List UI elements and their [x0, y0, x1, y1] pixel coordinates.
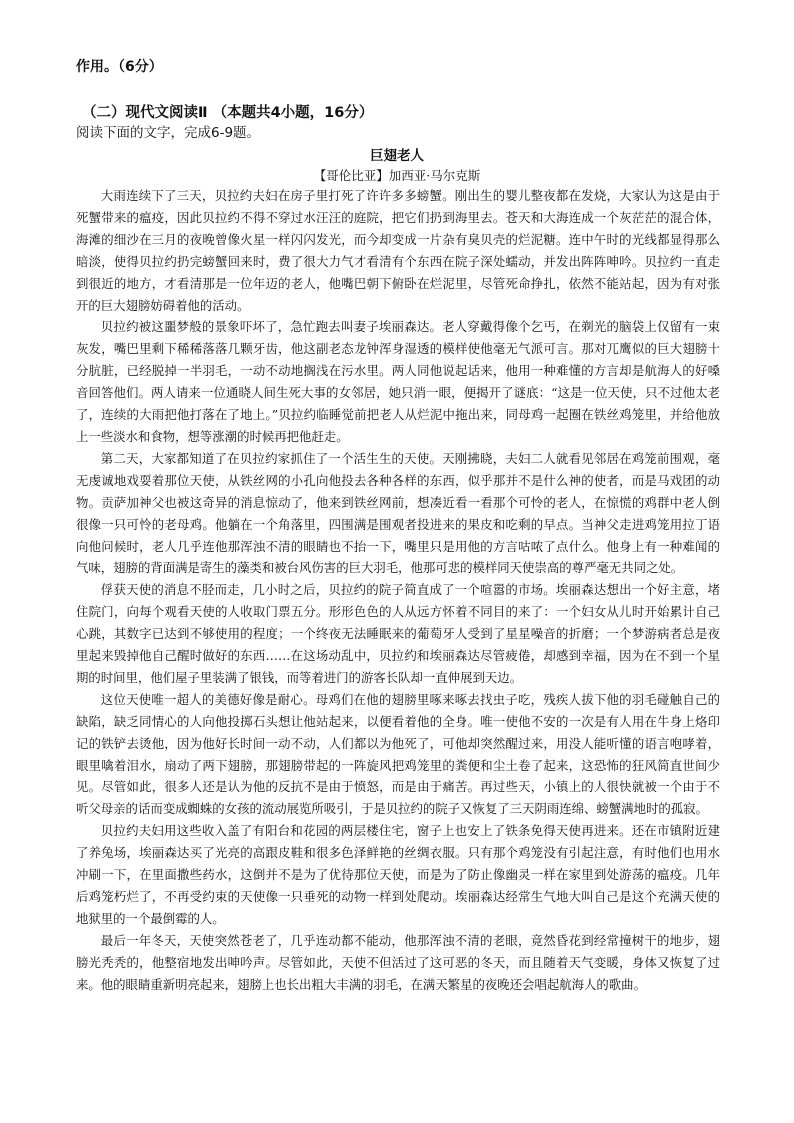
paragraph: 这位天使唯一超人的美德好像是耐心。母鸡们在他的翅膀里啄来啄去找虫子吃，残疾人拔下他的羽毛碰触自己的缺陷，缺乏同情心的人向他投掷石头想让他站起来，以便看着他的全身。唯一使他不安的一次是有人用在牛身上烙印记的铁铲去烫他，因为他好长时间一动不动，人们都以为他死了，可他却突然醒过来，用没人能听懂的语言咆哮着，眼里噙着泪水，扇动了两下翅膀，那翅膀带起的一阵旋风把鸡笼里的粪便和尘土卷了起来，这恐怖的狂风简直世间少见。尽管如此，很多人还是认为他的反抗不是由于愤怒，而是由于痛苦。再过些天，小镇上的人很快就被一个由于不听父母亲的话而变成蜘蛛的女孩的流动展览所吸引，于是贝拉约的院子又恢复了三天阴雨连绵、螃蟹满地时的孤寂。 [76, 691, 720, 817]
article-body [76, 185, 720, 996]
paragraph: 贝拉约夫妇用这些收入盖了有阳台和花园的两层楼住宅，窗子上也安上了铁条免得天使再进来。还在市镇附近建了养兔场，埃丽森达买了光亮的高跟皮鞋和很多色泽鲜艳的丝绸衣服。只有那个鸡笼没有引起注意，有时他们也用水冲刷一下，在里面撒些药水，这倒并不是为了优待那位天使，而是为了防止像幽灵一样在家里到处游荡的瘟疫。几年后鸡笼朽烂了，不再受约束的天使像一只垂死的动物一样到处爬动。埃丽森达经常生气地大叫自己是这个充满天使的地狱里的一个最倒霉的人。 [76, 823, 720, 926]
previous-question-ending: 作用。（6分） [76, 59, 163, 75]
reading-instruction: 阅读下面的文字，完成6-9题。 [76, 125, 261, 141]
paragraph: 第二天，大家都知道了在贝拉约家抓住了一个活生生的天使。天刚拂晓，夫妇二人就看见邻居在鸡笼前围观，毫无虔诚地戏耍着那位天使，从铁丝网的小孔向他投去各种各样的东西，似乎那并不是什么神的使者，而是马戏团的动物。贡萨加神父也被这奇异的消息惊动了，他来到铁丝网前，想凑近看一看那个可怜的老人，在惊慌的鸡群中老人倒很像一只可怜的老母鸡。他躺在一个角落里，四围满是围观者投进来的果皮和吃剩的早点。当神父走进鸡笼用拉丁语向他问候时，老人几乎连他那浑浊不清的眼睛也不抬一下，嘴里只是用他的方言咕哝了点什么。他身上有一种难闻的气味，翅膀的背面满是寄生的藻类和被台风伤害的巨大羽毛，他那可悲的模样同天使崇高的尊严毫无共同之处。 [76, 450, 720, 576]
paragraph: 俘获天使的消息不胫而走，几小时之后，贝拉约的院子简直成了一个喧嚣的市场。埃丽森达想出一个好主意，堵住院门，向每个观看天使的人收取门票五分。形形色色的人从远方怀着不同目的来了：一个妇女从儿时开始累计自己心跳，其数字已达到不够使用的程度；一个终夜无法睡眠来的葡萄牙人受到了星星噪音的折磨；一个梦游病者总是夜里起来毁掉他自己醒时做好的东西……在这场动乱中，贝拉约和埃丽森达尽管疲倦，却感到幸福，因为在不到一个星期的时间里，他们屋子里装满了银钱，而等着进门的游客长队却一直伸展到天边。 [76, 582, 720, 685]
paragraph: 最后一年冬天，天使突然苍老了，几乎连动都不能动，他那浑浊不清的老眼，竟然昏花到经常撞树干的地步，翅膀光秃秃的，他整宿地发出呻吟声。尽管如此，天使不但活过了这可恶的冬天，而且随着天气变暖，身体又恢复了过来。他的眼睛重新明亮起来，翅膀上也长出粗大丰满的羽毛，在满天繁星的夜晚还会唱起航海人的歌曲。 [76, 932, 720, 992]
paragraph: 大雨连续下了三天，贝拉约夫妇在房子里打死了许许多多螃蟹。刚出生的婴儿整夜都在发烧，大家认为这是由于死蟹带来的瘟疫，因此贝拉约不得不穿过水汪汪的庭院，把它们扔到海里去。苍天和大海连成一个灰茫茫的混合体，海滩的细沙在三月的夜晚曾像火星一样闪闪发光，而今却变成一片杂有臭贝壳的烂泥糖。连中午时的光线都显得那么暗淡，使得贝拉约扔完螃蟹回来时，费了很大力气才看清有个东西在院子深处蠕动，并发出阵阵呻吟。贝拉约一直走到很近的地方，才看清那是一位年迈的老人，他嘴巴朝下俯卧在烂泥里，尽管死命挣扎，依然不能站起，因为有对张开的巨大翅膀妨碍着他的活动。 [76, 188, 720, 313]
paragraph: 贝拉约被这噩梦般的景象吓坏了，急忙跑去叫妻子埃丽森达。老人穿戴得像个乞丐，在剃光的脑袋上仅留有一束灰发，嘴巴里剩下稀稀落落几颗牙齿，他这副老态龙钟浑身湿透的模样使他毫无气派可言。那对兀鹰似的巨大翅膀十分肮脏，已经脱掉一半羽毛，一动不动地搁浅在污水里。两人同他说起话来，他用一种难懂的方言却是航海人的好嗓音回答他们。两人请来一位通晓人间生死大事的女邻居，她只消一眼，便揭开了谜底：“这是一位天使，只不过他太老了，连续的大雨把他打落在了地上。”贝拉约临睡觉前把老人从烂泥中拖出来，同母鸡一起圈在铁丝鸡笼里，并给他放上一些淡水和食物，想等涨潮的时候再把他赶走。 [76, 319, 720, 444]
article-title: 巨翅老人 [370, 148, 424, 164]
section-heading: （二）现代文阅读Ⅱ （本题共4小题，16分） [82, 105, 374, 121]
article-author: 【哥伦比亚】加西亚·马尔克斯 [313, 168, 481, 183]
